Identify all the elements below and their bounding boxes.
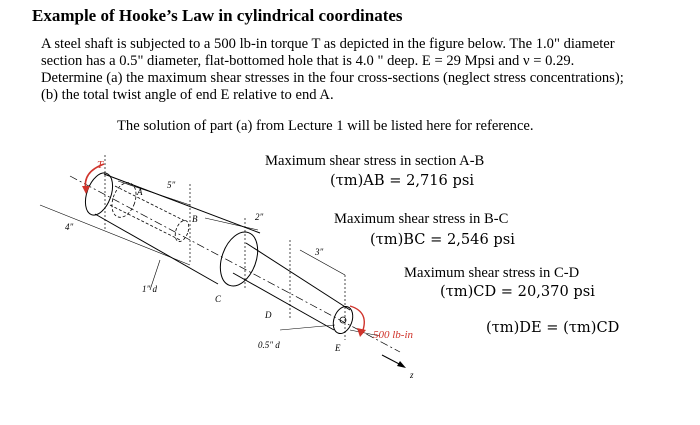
result-de-equation: (τm)DE = (τm)CD <box>486 319 620 336</box>
problem-line-2: section has a 0.5" diameter, flat-bottomed hole that is 4.0 " deep. E = 29 Mpsi and ν = 0.29. <box>41 53 575 69</box>
hole-edge-bottom <box>110 205 180 240</box>
small-edge-top <box>246 243 350 310</box>
problem-line-3: Determine (a) the maximum shear stresses in the four cross-sections (neglect stress concentrations); <box>41 70 624 86</box>
result-bc-equation: (τm)BC = 2,546 psi <box>370 231 515 248</box>
result-ab-equation: (τm)AB = 2,716 psi <box>330 172 474 189</box>
end-face-e <box>330 304 356 336</box>
problem-line-1: A steel shaft is subjected to a 500 lb-in torque T as depicted in the figure below. The 1.0" diameter <box>41 36 615 52</box>
label-4in: 4" <box>65 222 74 232</box>
label-point-d: D <box>265 310 272 320</box>
leader-05d <box>280 325 335 330</box>
torque-arrow-t-head <box>82 186 90 194</box>
label-5in: 5" <box>167 180 176 190</box>
result-ab-label: Maximum shear stress in section A-B <box>265 153 485 169</box>
label-1d: 1" d <box>142 284 158 294</box>
page-title: Example of Hooke’s Law in cylindrical coordinates <box>32 6 403 25</box>
torque-arrow-e-head <box>357 328 366 337</box>
label-2in: 2" <box>255 212 264 222</box>
result-cd-equation: (τm)CD = 20,370 psi <box>440 283 595 300</box>
dim-4in <box>40 205 190 265</box>
step-face-c <box>213 227 264 291</box>
label-3in: 3" <box>315 247 324 257</box>
problem-line-4: (b) the total twist angle of end E relative to end A. <box>41 87 334 103</box>
shaft-edge-bottom <box>95 214 218 284</box>
label-point-b: B <box>192 214 198 224</box>
z-axis-arrowhead <box>397 361 406 368</box>
small-edge-bottom <box>233 273 334 330</box>
z-axis-label: z <box>410 370 414 380</box>
hole-bottom <box>173 219 192 244</box>
torque-value-label: 500 lb-in <box>373 329 414 341</box>
label-point-e: E <box>335 343 341 353</box>
reference-note: The solution of part (a) from Lecture 1 will be listed here for reference. <box>117 118 534 134</box>
result-cd-label: Maximum shear stress in C-D <box>404 265 580 281</box>
result-bc-label: Maximum shear stress in B-C <box>334 211 509 227</box>
label-05d: 0.5" d <box>258 340 280 350</box>
label-point-a: A <box>137 187 143 197</box>
label-point-c: C <box>215 294 222 304</box>
torque-symbol: T <box>97 159 104 171</box>
dim-2in <box>205 218 258 230</box>
